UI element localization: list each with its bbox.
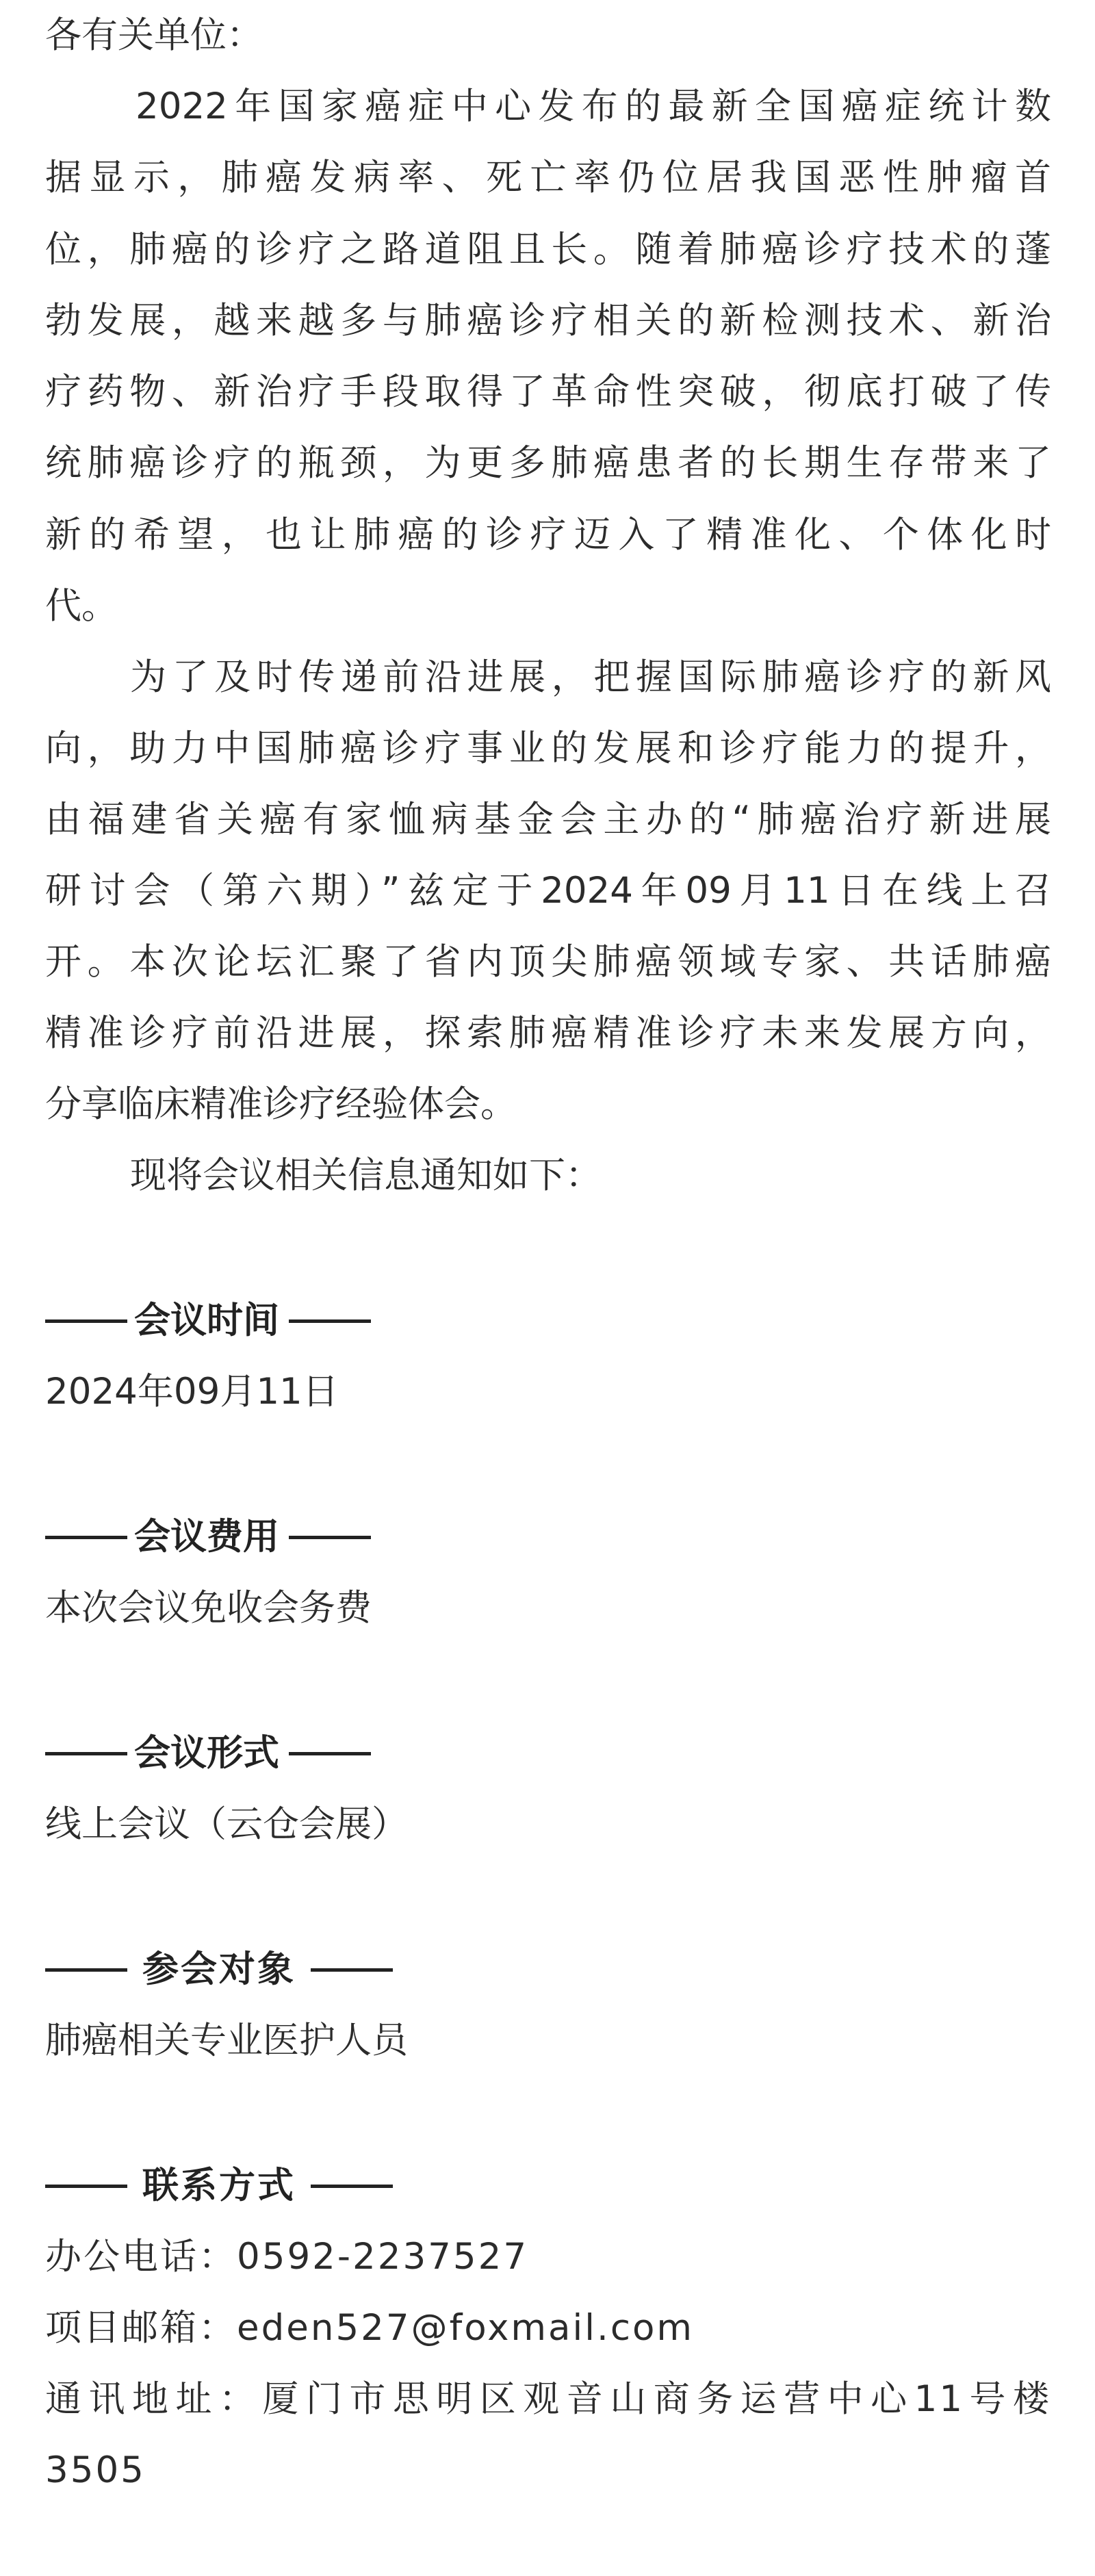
intro-para2-line-2: 向，助力中国肺癌诊疗事业的发展和诊疗能力的提升， [45, 727, 1051, 769]
section-heading-format [45, 1731, 371, 1775]
intro-para1-line-6: 统肺癌诊疗的瓶颈，为更多肺癌患者的长期生存带来了 [45, 442, 1051, 484]
section-heading-audience [45, 1948, 393, 1992]
intro-para2-line-4: 研讨会（第六期）”兹定于2024年09月11日在线上召 [45, 870, 1051, 912]
intro-para2-line-7: 分享临床精准诊疗经验体会。 [45, 1083, 517, 1125]
heading-text-audience: 参会对象 [142, 1948, 296, 1990]
heading-dash-right [289, 1752, 371, 1755]
heading-dash-left [45, 2185, 127, 2188]
contact-phone-value[interactable]: 0592-2237527 [237, 2236, 529, 2278]
heading-text-contact: 联系方式 [142, 2165, 296, 2206]
contact-email-label: 项目邮箱： [45, 2307, 237, 2349]
notice-line: 现将会议相关信息通知如下： [130, 1155, 602, 1196]
section-heading-fee [45, 1515, 371, 1559]
heading-text-format: 会议形式 [134, 1732, 279, 1774]
meeting-time-value: 2024年09月11日 [45, 1371, 339, 1413]
meeting-format-value: 线上会议（云仓会展） [45, 1803, 408, 1845]
intro-para2-line-1: 为了及时传递前沿进展，把握国际肺癌诊疗的新风 [130, 656, 1051, 698]
heading-text-time: 会议时间 [134, 1300, 279, 1341]
heading-dash-left [45, 1968, 127, 1972]
heading-text-fee: 会议费用 [134, 1516, 279, 1558]
intro-para1-line-1: 2022年国家癌症中心发布的最新全国癌症统计数 [136, 86, 1051, 127]
intro-para1-line-2: 据显示，肺癌发病率、死亡率仍位居我国恶性肿瘤首 [45, 157, 1051, 198]
contact-address-line-2: 3505 [45, 2449, 146, 2491]
intro-para2-line-6: 精准诊疗前沿进展，探索肺癌精准诊疗未来发展方向， [45, 1012, 1051, 1054]
heading-dash-right [311, 1968, 393, 1972]
contact-phone-row [45, 2235, 528, 2279]
contact-address-label: 通讯地址： [45, 2378, 263, 2420]
intro-para1-line-4: 勃发展，越来越多与肺癌诊疗相关的新检测技术、新治 [45, 300, 1051, 342]
section-heading-time [45, 1299, 371, 1343]
intro-para1-line-5: 疗药物、新治疗手段取得了革命性突破，彻底打破了传 [45, 371, 1051, 413]
contact-address-value: 厦门市思明区观音山商务运营中心11号楼 [262, 2378, 1051, 2420]
intro-para1-line-7: 新的希望，也让肺癌的诊疗迈入了精准化、个体化时 [45, 514, 1051, 556]
contact-phone-label: 办公电话： [45, 2236, 237, 2278]
heading-dash-right [311, 2185, 393, 2188]
intro-para1-line-3: 位，肺癌的诊疗之路道阻且长。随着肺癌诊疗技术的蓬 [45, 229, 1051, 270]
contact-address-row [45, 2378, 1051, 2421]
intro-para2-line-5: 开。本次论坛汇聚了省内顶尖肺癌领域专家、共话肺癌 [45, 941, 1051, 983]
contact-email-row [45, 2306, 694, 2350]
heading-dash-right [289, 1319, 371, 1323]
heading-dash-left [45, 1319, 127, 1323]
heading-dash-left [45, 1536, 127, 1539]
meeting-fee-value: 本次会议免收会务费 [45, 1587, 372, 1629]
intro-para2-line-3: 由福建省关癌有家恤病基金会主办的“肺癌治疗新进展 [45, 799, 1051, 840]
salutation: 各有关单位： [45, 14, 263, 56]
heading-dash-right [289, 1536, 371, 1539]
meeting-audience-value: 肺癌相关专业医护人员 [45, 2020, 408, 2061]
contact-email-value[interactable]: eden527@foxmail.com [237, 2307, 695, 2349]
intro-para1-line-8: 代。 [45, 585, 118, 627]
section-heading-contact [45, 2164, 393, 2208]
heading-dash-left [45, 1752, 127, 1755]
